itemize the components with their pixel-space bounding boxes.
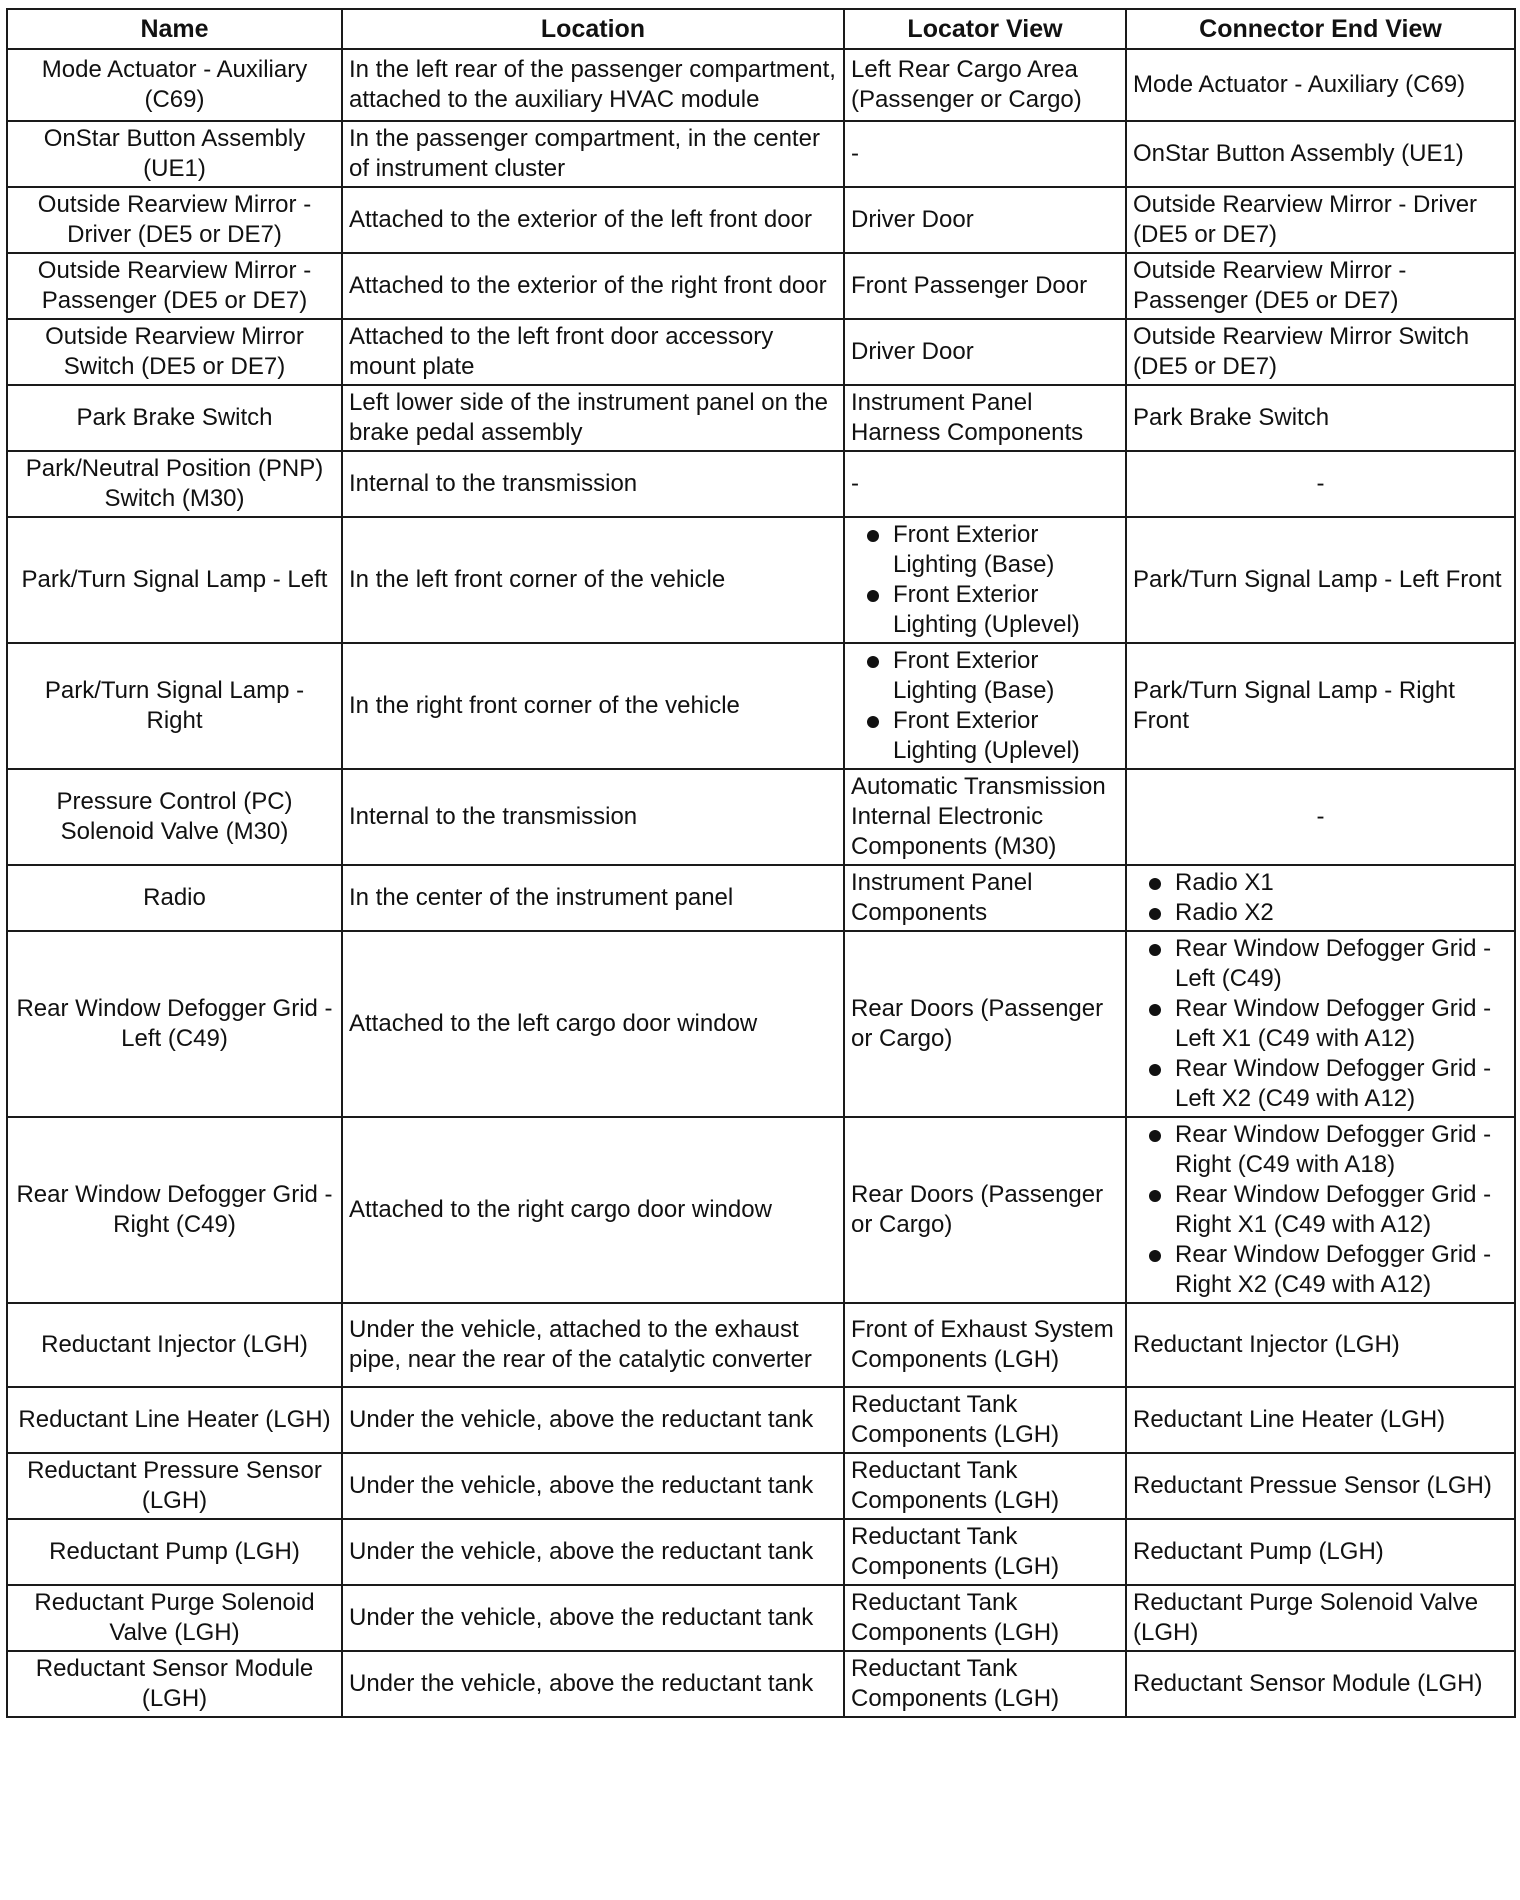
cell-name: Radio [7,865,342,931]
header-name: Name [7,9,342,49]
cell-name: Rear Window Defogger Grid - Left (C49) [7,931,342,1117]
cell-locator-view: Instrument Panel Components [844,865,1126,931]
cell-name: Outside Rearview Mirror Switch (DE5 or DE7) [7,319,342,385]
table-row [7,253,1515,319]
cell-location: Attached to the exterior of the right front door [342,253,844,319]
cell-connector-end-view: Reductant Pump (LGH) [1126,1519,1515,1585]
cell-location: Under the vehicle, above the reductant tank [342,1585,844,1651]
table-row [7,451,1515,517]
connector-end-view-list [1133,934,1508,1114]
locator-view-list [851,520,1119,640]
cell-name: Outside Rearview Mirror - Driver (DE5 or DE7) [7,187,342,253]
cell-location: Attached to the left cargo door window [342,931,844,1117]
locator-view-list [851,646,1119,766]
cell-locator-view [844,517,1126,643]
cell-connector-end-view: - [1126,451,1515,517]
bullet-item: Front Exterior Lighting (Base) [851,646,1119,706]
cell-connector-end-view: Outside Rearview Mirror Switch (DE5 or DE7) [1126,319,1515,385]
cell-location: In the passenger compartment, in the center of instrument cluster [342,121,844,187]
cell-location: Left lower side of the instrument panel on the brake pedal assembly [342,385,844,451]
cell-connector-end-view: Reductant Injector (LGH) [1126,1303,1515,1387]
table-row [7,1585,1515,1651]
cell-connector-end-view: Reductant Line Heater (LGH) [1126,1387,1515,1453]
cell-location: Under the vehicle, above the reductant tank [342,1453,844,1519]
cell-name: Rear Window Defogger Grid - Right (C49) [7,1117,342,1303]
table-row [7,865,1515,931]
cell-locator-view: - [844,451,1126,517]
cell-locator-view: Rear Doors (Passenger or Cargo) [844,1117,1126,1303]
bullet-item: Rear Window Defogger Grid - Right X2 (C49 with A12) [1133,1240,1508,1300]
table-row [7,1651,1515,1717]
bullet-item: Rear Window Defogger Grid - Right X1 (C49 with A12) [1133,1180,1508,1240]
cell-locator-view [844,643,1126,769]
cell-connector-end-view: Park Brake Switch [1126,385,1515,451]
cell-name: Reductant Pressure Sensor (LGH) [7,1453,342,1519]
header-locator-view: Locator View [844,9,1126,49]
cell-connector-end-view: Reductant Sensor Module (LGH) [1126,1651,1515,1717]
connector-end-view-list [1133,868,1508,928]
cell-location: Attached to the left front door accessory mount plate [342,319,844,385]
cell-connector-end-view [1126,865,1515,931]
cell-locator-view: Reductant Tank Components (LGH) [844,1453,1126,1519]
cell-connector-end-view: Outside Rearview Mirror - Passenger (DE5 or DE7) [1126,253,1515,319]
cell-name: Park Brake Switch [7,385,342,451]
cell-connector-end-view: Reductant Purge Solenoid Valve (LGH) [1126,1585,1515,1651]
connector-end-view-list [1133,1120,1508,1300]
bullet-item: Rear Window Defogger Grid - Left X1 (C49 with A12) [1133,994,1508,1054]
bullet-item: Front Exterior Lighting (Base) [851,520,1119,580]
bullet-item: Radio X1 [1133,868,1508,898]
cell-locator-view: Reductant Tank Components (LGH) [844,1585,1126,1651]
cell-location: Internal to the transmission [342,451,844,517]
table-row [7,49,1515,121]
bullet-item: Radio X2 [1133,898,1508,928]
cell-locator-view: Reductant Tank Components (LGH) [844,1387,1126,1453]
cell-location: Internal to the transmission [342,769,844,865]
cell-location: Under the vehicle, attached to the exhaust pipe, near the rear of the catalytic converter [342,1303,844,1387]
bullet-item: Rear Window Defogger Grid - Right (C49 with A18) [1133,1120,1508,1180]
cell-locator-view: Left Rear Cargo Area (Passenger or Cargo) [844,49,1126,121]
table-row [7,121,1515,187]
cell-name: OnStar Button Assembly (UE1) [7,121,342,187]
bullet-item: Rear Window Defogger Grid - Left X2 (C49 with A12) [1133,1054,1508,1114]
table-row [7,187,1515,253]
cell-name: Pressure Control (PC) Solenoid Valve (M30) [7,769,342,865]
cell-location: In the center of the instrument panel [342,865,844,931]
cell-locator-view: Automatic Transmission Internal Electronic Components (M30) [844,769,1126,865]
cell-connector-end-view [1126,1117,1515,1303]
cell-connector-end-view: Mode Actuator - Auxiliary (C69) [1126,49,1515,121]
cell-connector-end-view: OnStar Button Assembly (UE1) [1126,121,1515,187]
cell-name: Outside Rearview Mirror - Passenger (DE5 or DE7) [7,253,342,319]
cell-location: In the left rear of the passenger compartment, attached to the auxiliary HVAC module [342,49,844,121]
header-row [7,9,1515,49]
cell-name: Reductant Line Heater (LGH) [7,1387,342,1453]
cell-locator-view: Rear Doors (Passenger or Cargo) [844,931,1126,1117]
cell-location: Attached to the exterior of the left front door [342,187,844,253]
table-row [7,1303,1515,1387]
table-row [7,1519,1515,1585]
cell-name: Reductant Injector (LGH) [7,1303,342,1387]
cell-location: Under the vehicle, above the reductant tank [342,1519,844,1585]
cell-name: Reductant Pump (LGH) [7,1519,342,1585]
cell-locator-view: Instrument Panel Harness Components [844,385,1126,451]
table-row [7,1387,1515,1453]
cell-location: Under the vehicle, above the reductant tank [342,1387,844,1453]
cell-locator-view: Driver Door [844,319,1126,385]
cell-name: Mode Actuator - Auxiliary (C69) [7,49,342,121]
cell-connector-end-view: Park/Turn Signal Lamp - Left Front [1126,517,1515,643]
table-row [7,643,1515,769]
cell-locator-view: Reductant Tank Components (LGH) [844,1651,1126,1717]
bullet-item: Front Exterior Lighting (Uplevel) [851,580,1119,640]
cell-name: Park/Turn Signal Lamp - Left [7,517,342,643]
bullet-item: Rear Window Defogger Grid - Left (C49) [1133,934,1508,994]
table-row [7,769,1515,865]
cell-locator-view: Front Passenger Door [844,253,1126,319]
table-row [7,319,1515,385]
table-row [7,385,1515,451]
cell-name: Park/Turn Signal Lamp - Right [7,643,342,769]
cell-name: Reductant Sensor Module (LGH) [7,1651,342,1717]
cell-locator-view: Front of Exhaust System Components (LGH) [844,1303,1126,1387]
cell-name: Reductant Purge Solenoid Valve (LGH) [7,1585,342,1651]
header-connector-end-view: Connector End View [1126,9,1515,49]
cell-locator-view: Driver Door [844,187,1126,253]
table-row [7,1117,1515,1303]
cell-location: In the right front corner of the vehicle [342,643,844,769]
cell-locator-view: Reductant Tank Components (LGH) [844,1519,1126,1585]
table-row [7,517,1515,643]
table-row [7,931,1515,1117]
cell-connector-end-view [1126,931,1515,1117]
cell-connector-end-view: Reductant Pressue Sensor (LGH) [1126,1453,1515,1519]
cell-locator-view: - [844,121,1126,187]
cell-connector-end-view: Outside Rearview Mirror - Driver (DE5 or DE7) [1126,187,1515,253]
cell-location: Under the vehicle, above the reductant tank [342,1651,844,1717]
bullet-item: Front Exterior Lighting (Uplevel) [851,706,1119,766]
cell-connector-end-view: Park/Turn Signal Lamp - Right Front [1126,643,1515,769]
cell-location: In the left front corner of the vehicle [342,517,844,643]
table-row [7,1453,1515,1519]
cell-location: Attached to the right cargo door window [342,1117,844,1303]
cell-connector-end-view: - [1126,769,1515,865]
header-location: Location [342,9,844,49]
cell-name: Park/Neutral Position (PNP) Switch (M30) [7,451,342,517]
component-locator-table [6,8,1516,1718]
